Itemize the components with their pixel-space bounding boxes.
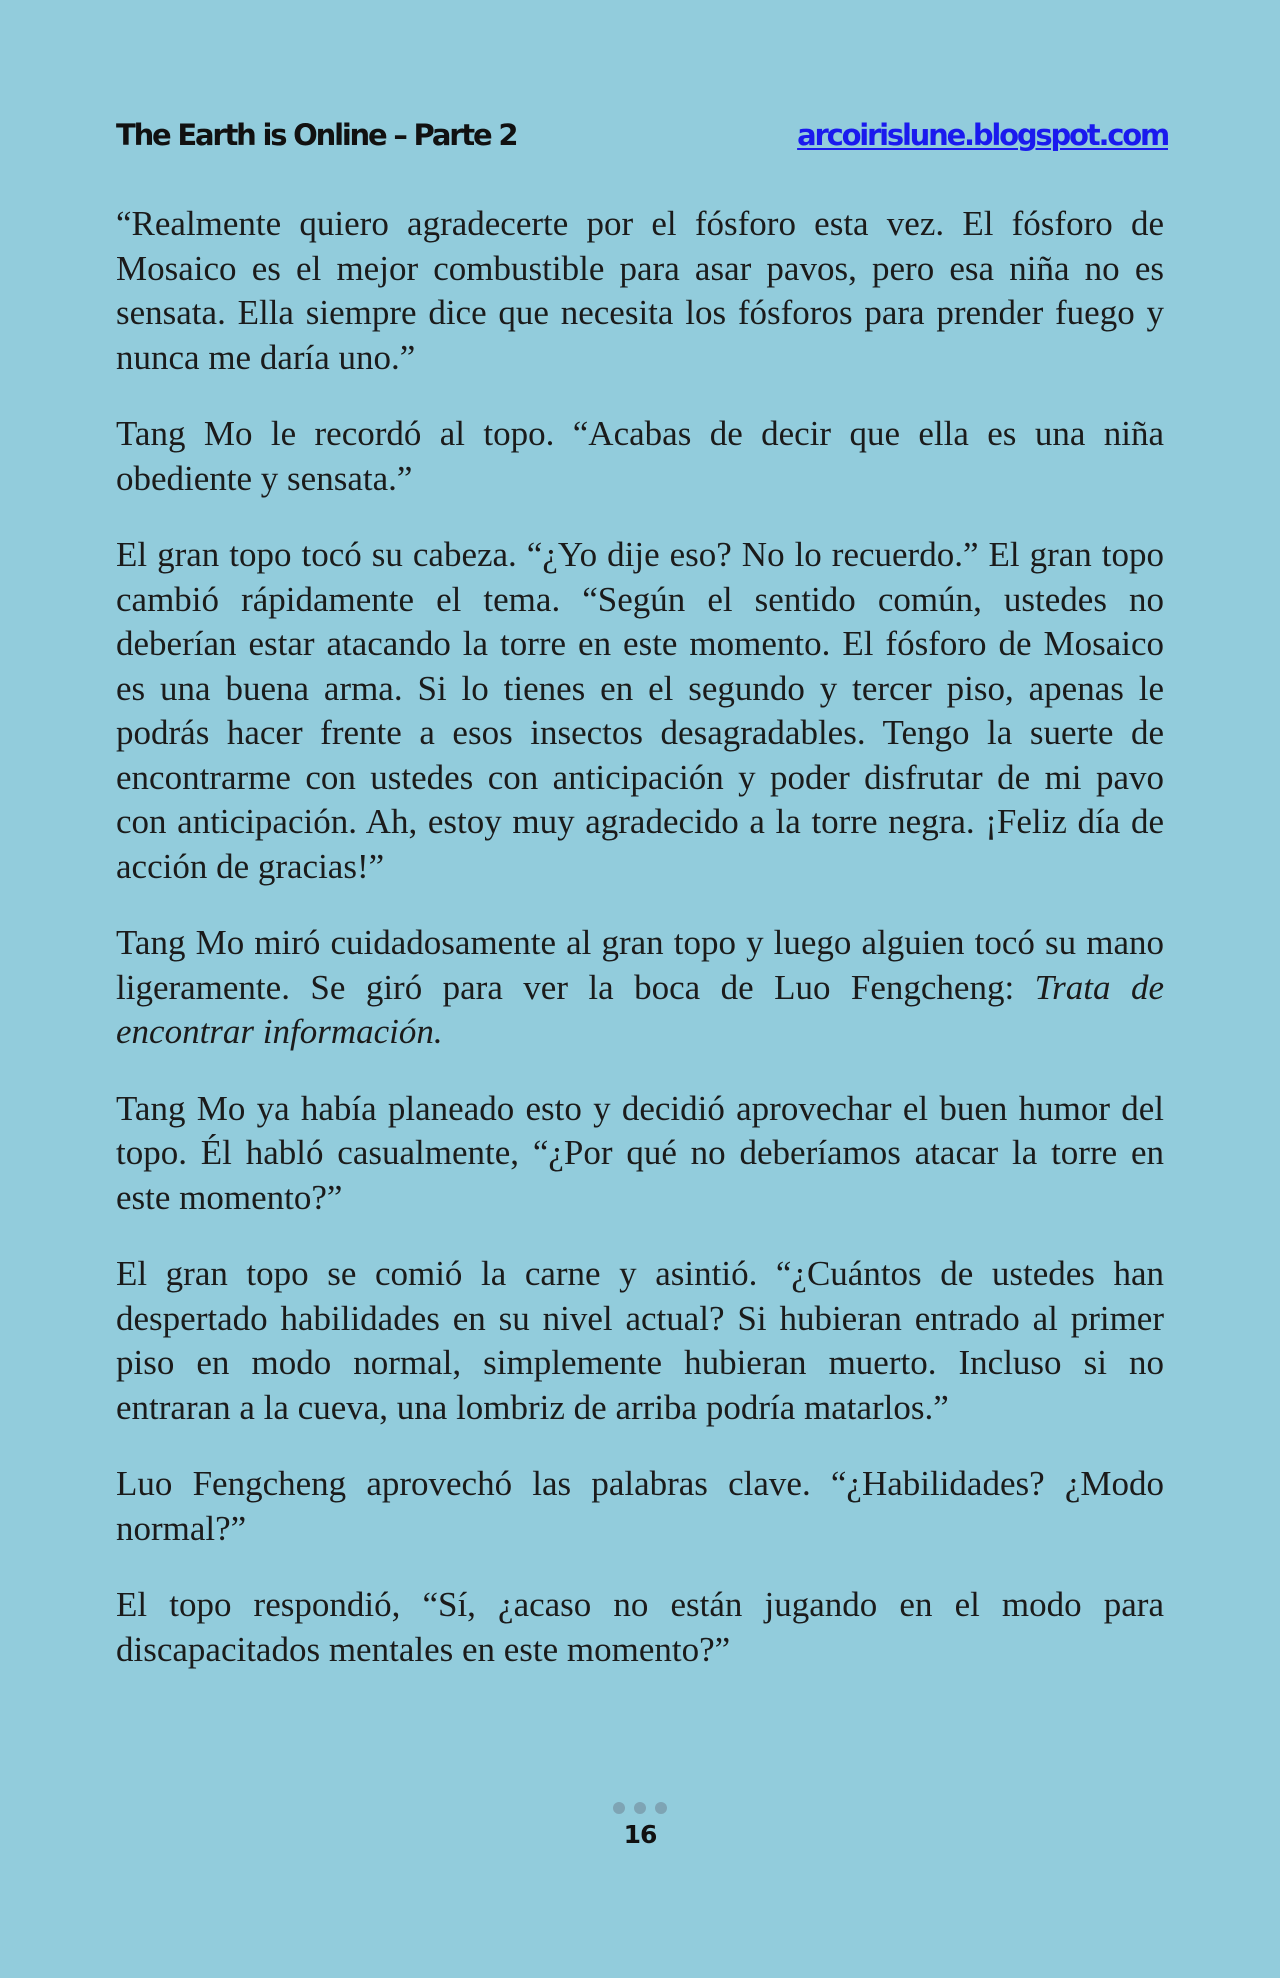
dot [655, 1802, 667, 1814]
paragraph-1: “Realmente quiero agradecerte por el fósforo esta vez. El fósforo de Mosaico es el mejor combustible para asar pavos, pero esa niña no es sensata. Ella siempre dice que necesita los fósforos para prender fuego y nunca me daría uno.” [116, 204, 1164, 377]
page-body [116, 202, 1164, 1672]
paragraph-4-text: Tang Mo miró cuidadosamente al gran topo y luego alguien tocó su mano ligeramente. Se giró para ver la boca de Luo Fengcheng: [116, 923, 1164, 1007]
paragraph-4 [116, 921, 1164, 1055]
page-footer [0, 1802, 1280, 1849]
ellipsis-dots-icon [0, 1802, 1280, 1814]
paragraph-3: El gran topo tocó su cabeza. “¿Yo dije eso? No lo recuerdo.” El gran topo cambió rápidamente el tema. “Según el sentido común, ustedes no deberían estar atacando la torre en este momento. El fósforo de Mosaico es una buena arma. Si lo tienes en el segundo y tercer piso, apenas le podrás hacer frente a esos insectos desagradables. Tengo la suerte de encontrarme con ustedes con anticipación y poder disfrutar de mi pavo con anticipación. Ah, estoy muy agradecido a la torre negra. ¡Feliz día de acción de gracias!” [116, 535, 1164, 886]
paragraph-8: El topo respondió, “Sí, ¿acaso no están jugando en el modo para discapacitados mentales en este momento?” [116, 1585, 1164, 1669]
blog-link[interactable]: arcoirislune.blogspot.com [797, 118, 1168, 152]
dot [613, 1802, 625, 1814]
page-header [116, 118, 1168, 162]
dot [634, 1802, 646, 1814]
paragraph-6: El gran topo se comió la carne y asintió. “¿Cuántos de ustedes han despertado habilidades en su nivel actual? Si hubieran entrado al primer piso en modo normal, simplemente hubieran muerto. Incluso si no entraran a la cueva, una lombriz de arriba podría matarlos.” [116, 1254, 1164, 1427]
book-title: The Earth is Online – Parte 2 [116, 118, 517, 152]
page-number: 16 [623, 1820, 657, 1849]
paragraph-5: Tang Mo ya había planeado esto y decidió aprovechar el buen humor del topo. Él habló casualmente, “¿Por qué no deberíamos atacar la torre en este momento?” [116, 1088, 1164, 1217]
paragraph-4-italic: Trata de encontrar información. [116, 967, 1164, 1051]
paragraph-2: Tang Mo le recordó al topo. “Acabas de decir que ella es una niña obediente y sensata.” [116, 414, 1164, 498]
paragraph-7: Luo Fengcheng aprovechó las palabras clave. “¿Habilidades? ¿Modo normal?” [116, 1464, 1164, 1548]
